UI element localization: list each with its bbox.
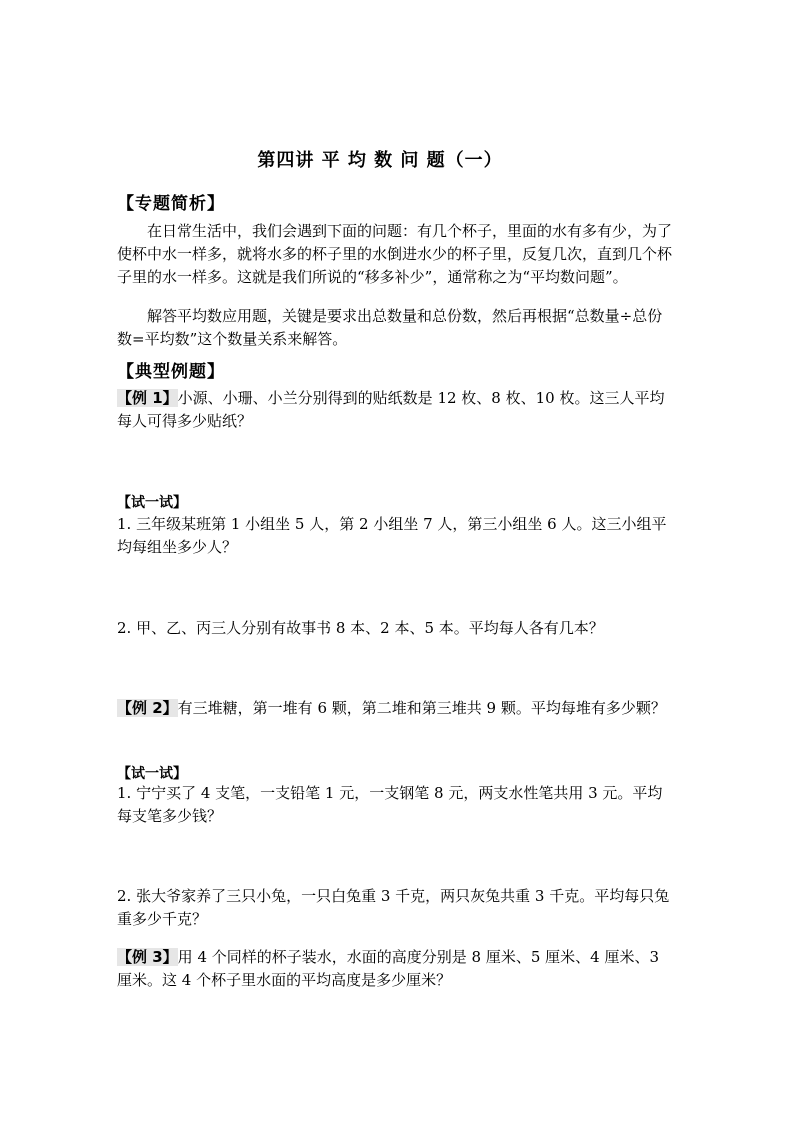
example-1 bbox=[117, 387, 677, 433]
try-2-question-1: 1. 宁宁买了 4 支笔，一支铅笔 1 元，一支钢笔 8 元，两支水性笔共用 3 元。平均每支笔多少钱？ bbox=[117, 784, 663, 825]
try-2-question-2: 2. 张大爷家养了三只小兔，一只白兔重 3 千克，两只灰兔共重 3 千克。平均每只兔重多少千克？ bbox=[117, 887, 670, 928]
example-3-text: 用 4 个同样的杯子装水，水面的高度分别是 8 厘米、5 厘米、4 厘米、3 厘米。这 4 个杯子里水面的平均高度是多少厘米？ bbox=[117, 948, 660, 989]
example-1-tag: 【例 1】 bbox=[117, 389, 178, 407]
example-3 bbox=[117, 946, 677, 992]
example-2-tag: 【例 2】 bbox=[117, 699, 178, 717]
try-1-question-2: 2. 甲、乙、丙三人分别有故事书 8 本、2 本、5 本。平均每人各有几本？ bbox=[117, 619, 604, 637]
section-heading-analysis: 【专题简析】 bbox=[117, 189, 225, 214]
example-2 bbox=[117, 697, 677, 720]
example-1-text: 小源、小珊、小兰分别得到的贴纸数是 12 枚、8 枚、10 枚。这三人平均每人可得多少贴纸？ bbox=[117, 389, 665, 430]
analysis-paragraph-2: 解答平均数应用题，关键是要求出总数量和总份数，然后再根据“总数量÷总份数=平均数”这个数量关系来解答。 bbox=[117, 307, 663, 348]
try-it-heading-1: 【试一试】 bbox=[117, 495, 187, 511]
page-title: 第四讲 平 均 数 问 题（一） bbox=[257, 150, 503, 171]
analysis-paragraph-1: 在日常生活中，我们会遇到下面的问题：有几个杯子，里面的水有多有少，为了使杯中水一样多，就将水多的杯子里的水倒进水少的杯子里，反复几次，直到几个杯子里的水一样多。这就是我们所说的“移多补少”，通常称之为“平均数问题”。 bbox=[117, 222, 673, 286]
try-it-heading-2: 【试一试】 bbox=[117, 766, 187, 782]
example-3-tag: 【例 3】 bbox=[117, 948, 178, 966]
example-2-text: 有三堆糖，第一堆有 6 颗，第二堆和第三堆共 9 颗。平均每堆有多少颗？ bbox=[177, 699, 666, 717]
section-heading-examples: 【典型例题】 bbox=[117, 357, 225, 382]
try-1-question-1: 1. 三年级某班第 1 小组坐 5 人，第 2 小组坐 7 人，第三小组坐 6 人。这三小组平均每组坐多少人？ bbox=[117, 515, 667, 556]
